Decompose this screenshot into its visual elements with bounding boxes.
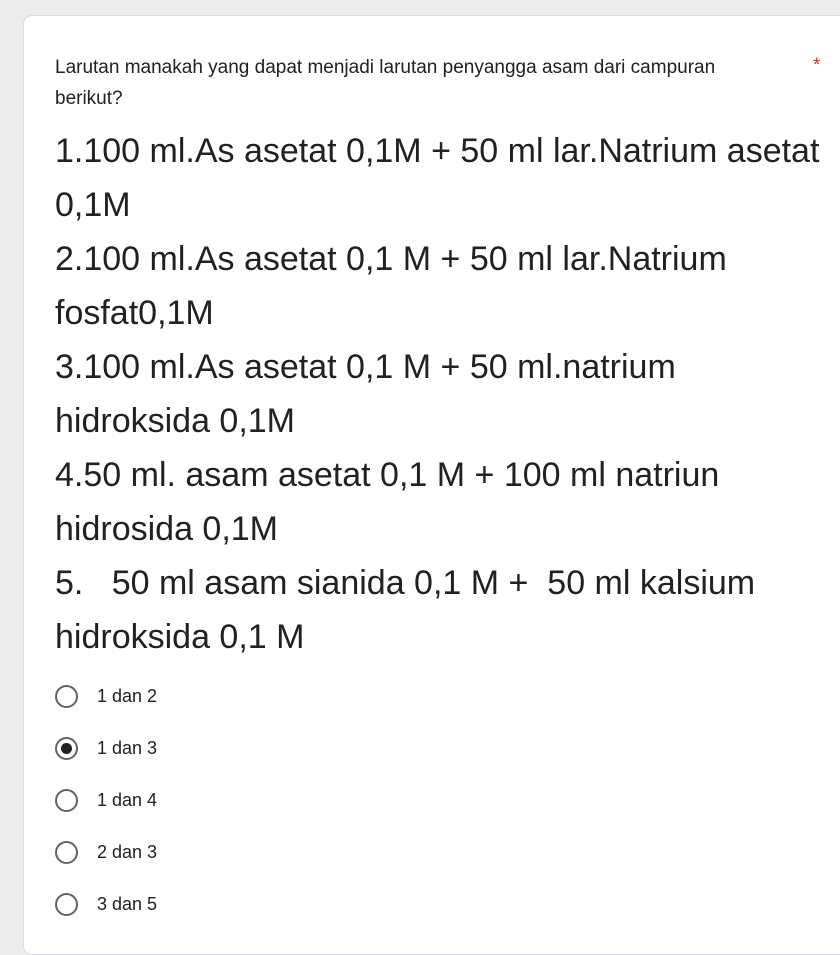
question-title: Larutan manakah yang dapat menjadi larutan penyangga asam dari campuran berikut?: [55, 57, 716, 109]
question-card: [23, 15, 840, 955]
statement-2: 2.100 ml.As asetat 0,1 M + 50 ml lar.Natrium fosfat0,1M: [55, 240, 727, 332]
radio-button[interactable]: [55, 685, 78, 708]
option-3-dan-5[interactable]: [54, 878, 754, 930]
option-1-dan-4[interactable]: [54, 774, 754, 826]
option-label: 1 dan 3: [97, 737, 158, 758]
radio-button[interactable]: [55, 841, 78, 864]
required-indicator: *: [813, 55, 821, 76]
radio-button[interactable]: [55, 789, 78, 812]
option-label: 1 dan 4: [97, 789, 158, 810]
question-statements: [55, 124, 835, 664]
answer-options: [54, 670, 754, 930]
radio-button-selected[interactable]: [55, 737, 78, 760]
statement-3: 3.100 ml.As asetat 0,1 M + 50 ml.natrium hidroksida 0,1M: [55, 348, 676, 440]
option-1-dan-2[interactable]: [54, 670, 754, 722]
option-label: 1 dan 2: [97, 685, 158, 706]
option-1-dan-3[interactable]: [54, 722, 754, 774]
statement-1: 1.100 ml.As asetat 0,1M + 50 ml lar.Natrium asetat 0,1M: [55, 132, 820, 224]
option-label: 3 dan 5: [97, 893, 158, 914]
statement-4: 4.50 ml. asam asetat 0,1 M + 100 ml natriun hidrosida 0,1M: [55, 456, 720, 548]
radio-button[interactable]: [55, 893, 78, 916]
option-2-dan-3[interactable]: [54, 826, 754, 878]
option-label: 2 dan 3: [97, 841, 158, 862]
statement-5: 5. 50 ml asam sianida 0,1 M + 50 ml kalsium hidroksida 0,1 M: [55, 564, 765, 656]
